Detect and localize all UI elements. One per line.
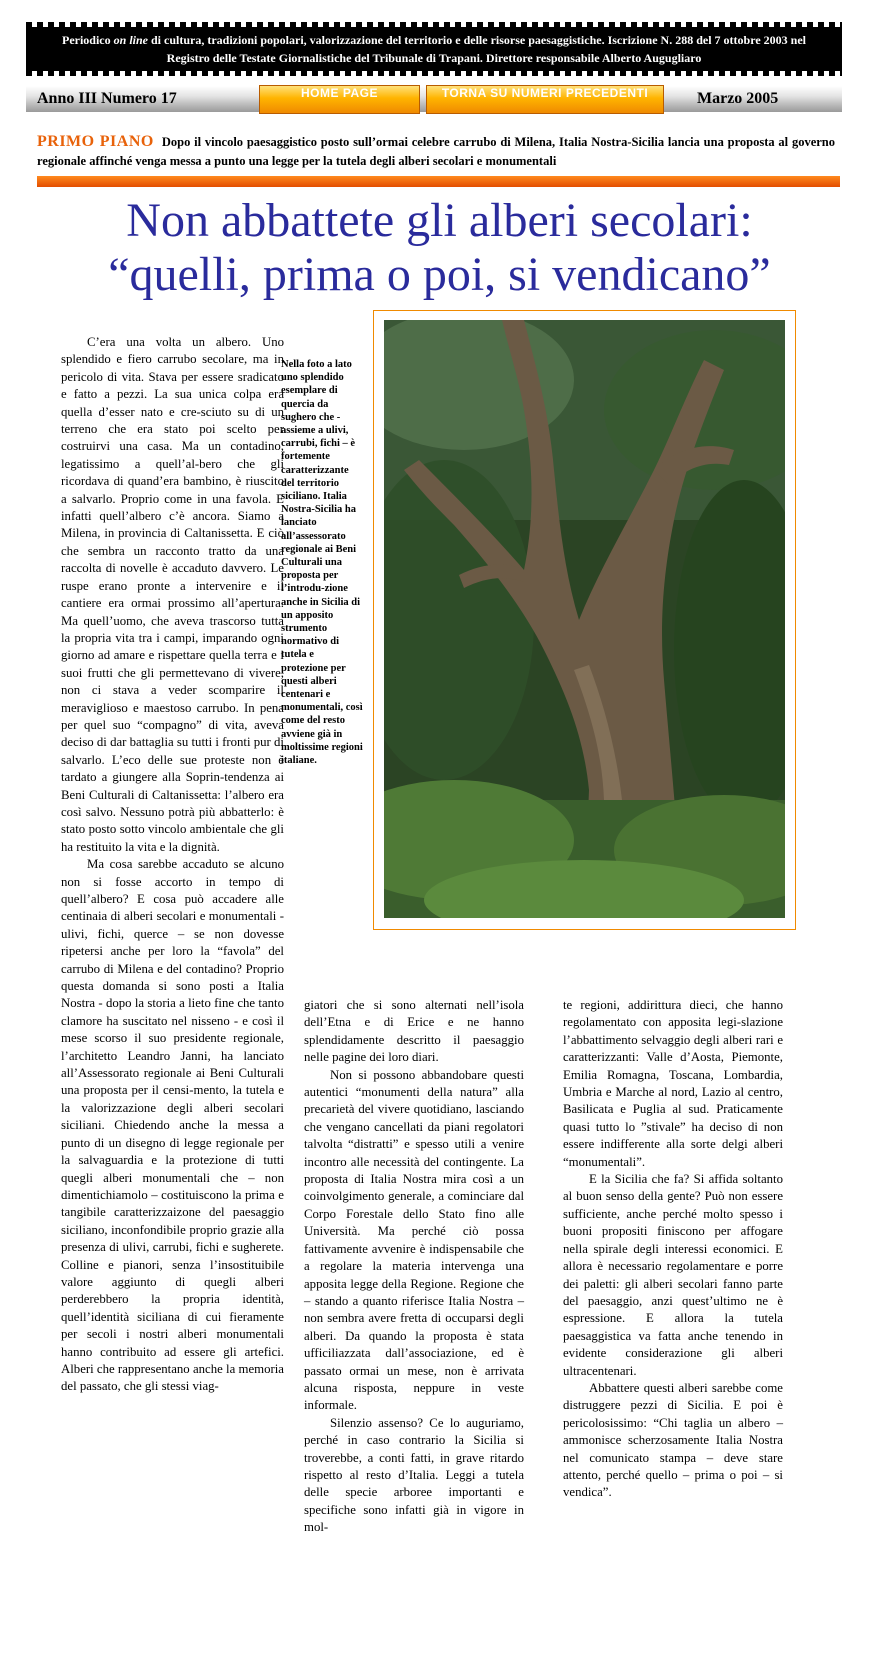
issue-number: Anno III Numero 17 [37, 90, 177, 107]
photo-caption: Nella foto a lato uno splendido esemplare di quercia da sughero che - assieme a ulivi, carrubi, fichi – è fortemente caratterizzante del territorio siciliano. Italia Nostra-Sicilia ha lanciato all’assessorato regionale ai Beni Culturali una proposta per l’introdu-zione anche in Sicilia di un apposito strumento normativo di tutela e protezione per questi alberi centenari e monumentali, così come del resto avviene già in moltissime regioni italiane. [281, 359, 363, 767]
primo-piano [37, 132, 835, 171]
issue-date: Marzo 2005 [697, 90, 779, 107]
article-column-2 [304, 997, 524, 1537]
paragraph: Abbattere questi alberi sarebbe come distruggere pezzi di Sicilia. E poi è pericolosissimo: “Chi taglia un albero – ammonisce scherzosamente Italia Nostra nel comunicato stampa – deve stare attento, perché quello – prima o poi – si vendica”. [563, 1380, 783, 1500]
film-perforation-top [26, 22, 842, 27]
paragraph: E la Sicilia che fa? Si affida soltanto al buon senso della gente? Può non essere sufficiente, anche perché molto spesso i buoni propositi finiscono per affogare nella spirale degli interessi economici. E allora è necessario regolamentare e porre dei paletti: gli alberi secolari fanno parte del paesaggio, anzi quest’ultimo ne è espressione. E allora la tutela paesaggistica va fatta anche tenendo in evidente considerazione gli alberi ultracentenari. [563, 1172, 783, 1378]
article-column-1 [61, 334, 284, 1396]
paragraph: giatori che si sono alternati nell’isola dell’Etna e di Erice e ne hanno splendidamente descritto il paesaggio nelle pagine dei loro diari. [304, 998, 524, 1065]
title-line-1: Non abbattete gli alberi secolari: [126, 194, 753, 247]
orange-divider [37, 176, 840, 187]
article-column-3 [563, 997, 783, 1502]
article-title [20, 194, 859, 302]
paragraph: Ma cosa sarebbe accaduto se alcuno non si fosse accorto in tempo di quell’albero? E cosa può accadere alle centinaia di alberi secolari e monumentali - ulivi, fichi, querce – se non dovesse ripetersi anche per loro la “favola” del carrubo di Milena e del contadino? Proprio questa domanda si sono posti a Italia Nostra - dopo la storia a lieto fine che tanto clamore ha suscitato nel nisseno - e così il mese scorso il suo presidente regionale, l’architetto Leandro Janni, ha lanciato all’Assessorato regionale ai Beni Culturali una proposta per il censi-mento, la tutela e la valorizzazione degli alberi secolari siciliani. Chiedendo anche la messa a punto di un disegno di legge regionale per la salvaguardia e la protezione di tutti quegli alberi monumentali che – non dimentichiamolo – costituiscono la prima e tangibile caratterizzaizone del paesaggio siciliano, inconfondibile proprio grazie alla presenza di ulivi, carrubi, fichi e sugherete. Colline e pianori, senza l’insostituibile valore aggiunto di quegli alberi perderebbero la propria identità, quell’identità siciliana di cui fieramente per secoli i nostri alberi monumentali hanno contribuito ad essere gli artefici. Alberi che rappresentano anche la memoria del passato, che gli stessi viag- [61, 857, 284, 1394]
paragraph: Non si possono abbandobare questi autentici “monumenti della natura” alla precarietà del vivere quotidiano, lasciando che vengano cancellati da piani regolatori talvolta “distratti” e spesso utili a venire incontro alle necessità del contingente. La proposta di Italia Nostra mira così a un coinvolgimento generale, a cominciare dal Corpo Forestale dello Stato fino alle Università. Ma perché ciò possa fattivamente avvenire è indispensabile che a regolare la materia intervenga una apposita legge della Regione. Regione che – stando a quanto riferisce Italia Nostra – non sembra avere fretta di occuparsi degli alberi. Da quando la proposta è stata ufficiliazzata dall’associazione, ed è passato ormai un mese, non è arrivata alcuna risposta, neppure in veste informale. [304, 1067, 524, 1413]
primo-piano-text: Dopo il vincolo paesaggistico posto sull’ormai celebre carrubo di Milena, Italia Nostra-Sicilia lancia una proposta al governo regionale affinché venga messa a punto una legge per la tutela degli alberi secolari e monumentali [37, 135, 836, 168]
paragraph: C’era una volta un albero. Uno splendido e fiero carrubo secolare, ma in pericolo di vita. Stava per essere sradicato e fatto a pezzi. La sua unica colpa era quella d’esser nato e cre-sciuto su di un terreno che era stato poi scelto per costruirvi una casa. Ma un contadino, legatissimo a quell’al-bero che gli ricordava di quand’era bambino, è riuscito a salvarlo. Proprio come in una favola. E infatti quell’albero c’è ancora. Siamo a Milena, in provincia di Caltanissetta. E ciò che sembra un racconto tratto da una raccolta di novelle è accaduto davvero. Le ruspe erano pronte a intervenire e il cantiere era ormai prossimo all’apertura. Ma quell’uomo, che aveva trascorso tutta la propria vita tra i campi, imparando ogni giorno ad amare e rispettare quella terra e i suoi frutti che gli permettevano di vivere, non ci stava a veder scomparire il meraviglioso e maestoso carrubo. In pena per quel suo “compagno” di vita, aveva deciso di dar battaglia su tutti i fronti pur di salvarlo. L’eco delle sue proteste non è tardato a giungere alla Soprin-tendenza ai Beni Culturali di Caltanissetta: l’albero era così salvo. Nessuno potrà più abbatterlo: è stato posto sotto vincolo ambientale che gli ha restituito la vita e la dignità. [61, 335, 284, 854]
tree-illustration [384, 320, 785, 918]
home-page-button[interactable]: HOME PAGE [259, 85, 420, 114]
title-line-2: “quelli, prima o poi, si vendicano” [108, 248, 771, 301]
masthead-text: Periodico on line di cultura, tradizioni popolari, valorizzazione del territorio e delle risorse paesaggistiche. Iscrizione N. 288 del 7 ottobre 2003 nel Registro delle Testate Giornalistiche del Tribunale di Trapani. Direttore responsabile Alberto Augugliaro [61, 33, 806, 65]
cork-oak-tree-photo [384, 320, 785, 918]
masthead [26, 22, 842, 76]
film-perforation-bottom [26, 71, 842, 76]
paragraph: Silenzio assenso? Ce lo auguriamo, perché in caso contrario la Sicilia si troverebbe, a conti fatti, in grave ritardo rispetto al resto d’Italia. Leggi a tutela delle specie arboree importanti e specifiche sono infatti già in vigore in mol- [304, 1415, 524, 1535]
primo-piano-label: PRIMO PIANO [37, 133, 154, 150]
paragraph: te regioni, addirittura dieci, che hanno regolamentato con apposita legi-slazione l’abbattimento selvaggio degli alberi rari e caratterizzanti: Valle d’Aosta, Piemonte, Emilia Romagna, Toscana, Lombardia, Umbria e Marche al nord, Lazio al centro, Basilicata e Puglia al sud. Praticamente quasi tutto lo ”stivale” ha deciso di non essere indifferente alla sorte delgi alberi “monumentali”. [563, 998, 783, 1169]
back-issues-button[interactable]: TORNA SU NUMERI PRECEDENTI [426, 85, 664, 114]
